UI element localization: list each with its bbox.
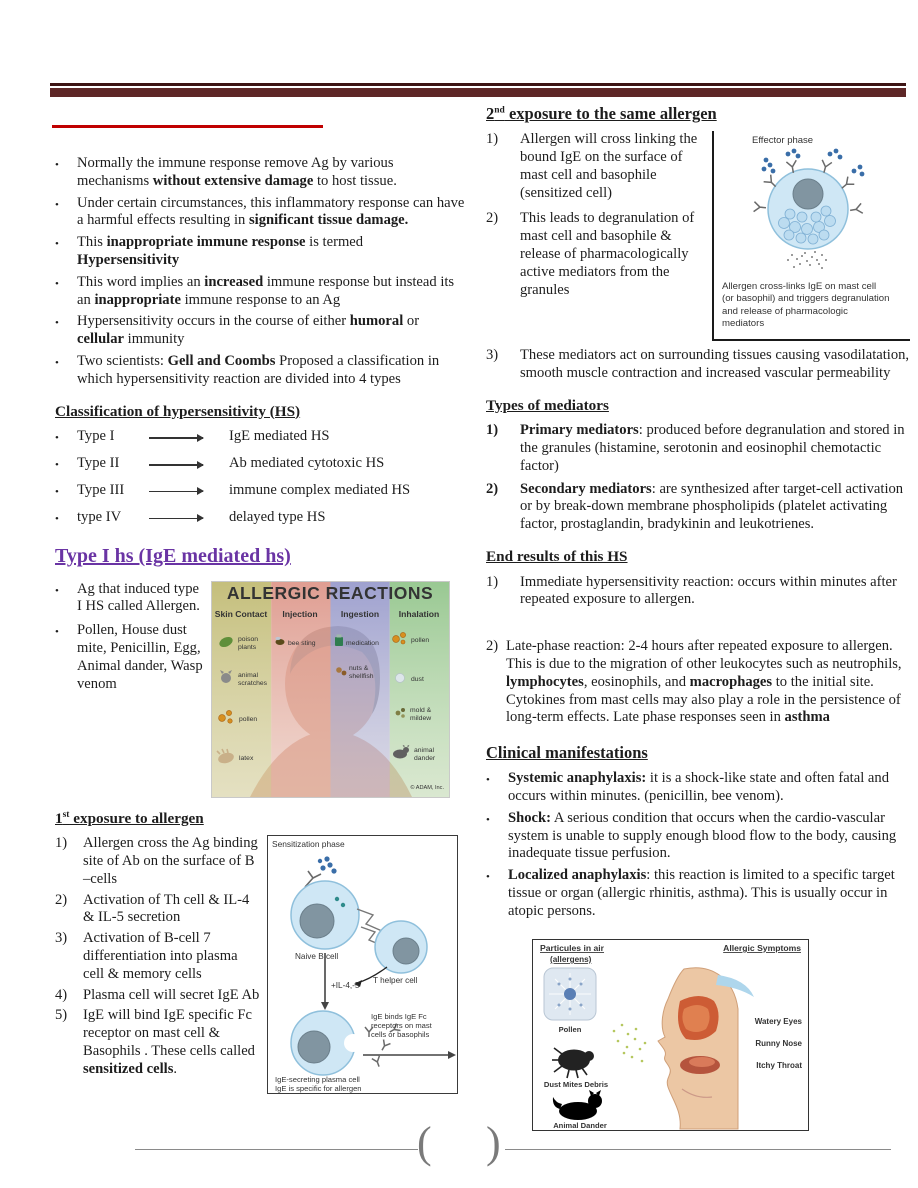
classification-list bbox=[55, 428, 465, 526]
footer-open-paren: ( bbox=[417, 1118, 432, 1167]
bullet-text: Hypersensitivity occurs in the course of either humoral or cellular immunity bbox=[77, 313, 420, 348]
item-number: 1) bbox=[486, 422, 499, 439]
second-exposure-row bbox=[486, 131, 910, 341]
title-underline-rule bbox=[52, 125, 323, 128]
first-exposure-heading: 1st exposure to allergen bbox=[55, 809, 204, 827]
item-text: Secondary mediators: are synthesized after target-cell activation or by break-down membrane phospholipids (platelet activating factor, prostaglandin, bradykinin and leukotrienes. bbox=[520, 480, 904, 533]
hs-desc: Ab mediated cytotoxic HS bbox=[229, 454, 385, 471]
hs-type: Type II bbox=[77, 454, 120, 471]
item-text: Immediate hypersensitivity reaction: occurs within minutes after repeated exposure to allergen. bbox=[520, 573, 897, 608]
item-number: 2) bbox=[486, 480, 499, 497]
bullet-text: Systemic anaphylaxis: it is a shock-like state and often fatal and occurs within minutes. (penicillin, bee venom). bbox=[508, 770, 889, 805]
item-text: Activation of B-cell 7 differentiation into plasma cell & memory cells bbox=[83, 930, 238, 982]
type1-row bbox=[55, 581, 465, 798]
column-header: Inhalation bbox=[398, 608, 440, 619]
list-item bbox=[55, 835, 261, 888]
list-item bbox=[486, 131, 708, 202]
hs-type: Type I bbox=[77, 428, 115, 445]
footer-close-paren: ) bbox=[486, 1118, 501, 1167]
list-item bbox=[486, 574, 910, 610]
item-label: medication bbox=[346, 639, 379, 647]
cell-label: T helper cell bbox=[373, 976, 418, 986]
left-column bbox=[55, 155, 465, 1094]
symptom-label: Runny Nose bbox=[755, 1038, 802, 1048]
list-item bbox=[486, 810, 910, 863]
symptom-label: Itchy Throat bbox=[756, 1060, 802, 1070]
annotation: cells or basophils bbox=[371, 1030, 430, 1040]
dust-icon bbox=[396, 673, 405, 682]
list-item bbox=[55, 581, 203, 617]
effector-phase-figure bbox=[712, 131, 910, 341]
item-label: plants bbox=[238, 643, 257, 651]
item-number: 3) bbox=[486, 347, 499, 364]
list-item bbox=[55, 428, 465, 446]
bullet-text: This word implies an increased immune response but instead its an inappropriate immune response to an Ag bbox=[77, 273, 455, 308]
bullet-icon bbox=[55, 455, 77, 473]
item-label: pollen bbox=[239, 715, 258, 723]
image-title: ALLERGIC REACTIONS bbox=[226, 582, 434, 603]
item-number: 2) bbox=[55, 891, 68, 908]
arrow-icon bbox=[149, 491, 203, 493]
item-number: 2) bbox=[486, 638, 499, 655]
naive-b-cell bbox=[291, 881, 359, 949]
list-item bbox=[486, 347, 910, 383]
item-text: Late-phase reaction: 2-4 hours after repeated exposure to allergen. This is due to the migration of other leukocytes such as neutrophils, lymphocytes, eosinophils, and macrophages to the initial site. Cytokines from mast cells may also play a role in the persistence of long-term effects. Late phase responses seen in asthma bbox=[506, 638, 902, 726]
list-item bbox=[55, 195, 465, 231]
hs-type: Type III bbox=[77, 481, 125, 498]
clinical-heading: Clinical manifestations bbox=[486, 743, 648, 763]
item-label: mildew bbox=[410, 714, 432, 722]
item-label: pollen bbox=[411, 636, 430, 644]
item-number: 4) bbox=[55, 986, 68, 1003]
figure-left-heading-2: (allergens) bbox=[550, 954, 592, 964]
bullet-icon bbox=[55, 234, 77, 270]
list-item bbox=[486, 422, 910, 475]
arrow-icon bbox=[149, 518, 203, 520]
bullet-icon bbox=[55, 428, 77, 446]
il-label: +IL-4,-5 bbox=[331, 981, 360, 991]
allergen-bullets bbox=[55, 581, 203, 698]
bullet-text: Normally the immune response remove Ag by various mechanisms without extensive damage to host tissue. bbox=[77, 155, 397, 189]
list-item bbox=[55, 1007, 261, 1078]
bullet-icon bbox=[55, 155, 77, 191]
phase-label: Effector phase bbox=[752, 135, 814, 147]
item-label: latex bbox=[239, 754, 254, 762]
bullet-icon bbox=[55, 274, 77, 310]
cell-label: IgE-secreting plasma cell bbox=[275, 1075, 360, 1085]
classification-heading: Classification of hypersensitivity (HS) bbox=[55, 402, 301, 420]
annotation: receptors on mast bbox=[371, 1021, 432, 1031]
cell-label: IgE is specific for allergen bbox=[275, 1084, 362, 1094]
list-item bbox=[55, 274, 465, 310]
column-header: Skin Contact bbox=[214, 608, 268, 619]
hs-type: type IV bbox=[77, 508, 122, 525]
type1-heading: Type I hs (IgE mediated hs) bbox=[55, 545, 291, 568]
bullet-icon bbox=[55, 353, 77, 389]
top-divider-thick-bar bbox=[50, 88, 906, 97]
mast-cell-diagram bbox=[722, 147, 894, 272]
list-item bbox=[486, 770, 910, 806]
top-divider-bar bbox=[50, 83, 906, 97]
item-number: 2) bbox=[486, 210, 499, 227]
item-label: dander bbox=[414, 754, 436, 762]
mediators-list bbox=[486, 422, 910, 534]
list-item bbox=[55, 234, 465, 270]
figure-right-heading: Allergic Symptoms bbox=[723, 942, 801, 953]
item-text: Allergen will cross linking the bound IgE on the surface of mast cell and basophile (sensitized cell) bbox=[520, 131, 698, 201]
figure-caption: Allergen cross-links IgE on mast cell (or basophil) and triggers degranulation and release of pharmacologic mediators bbox=[722, 280, 890, 330]
phase-label: Sensitization phase bbox=[272, 839, 345, 850]
bullet-text: Two scientists: Gell and Coombs Proposed a classification in which hypersensitivity reaction are divided into 4 types bbox=[77, 352, 440, 387]
bullet-text: Ag that induced type I HS called Allergen. bbox=[77, 580, 200, 615]
bullet-icon bbox=[55, 482, 77, 500]
item-label: nuts & bbox=[349, 664, 369, 672]
hs-desc: immune complex mediated HS bbox=[229, 481, 411, 498]
item-label: mold & bbox=[410, 706, 432, 714]
item-label: scratches bbox=[238, 679, 268, 687]
item-number: 5) bbox=[55, 1007, 68, 1024]
list-item bbox=[486, 481, 910, 534]
item-label: animal bbox=[414, 746, 435, 754]
footer-rule-right bbox=[505, 1149, 891, 1150]
item-number: 3) bbox=[55, 930, 68, 947]
intro-bullet-list bbox=[55, 155, 465, 389]
end-results-heading: End results of this HS bbox=[486, 548, 628, 566]
bullet-icon bbox=[55, 581, 77, 617]
annotation: IgE binds IgE Fc bbox=[371, 1012, 427, 1022]
source-label: Pollen bbox=[558, 1024, 582, 1034]
item-text: Activation of Th cell & IL-4 & IL-5 secretion bbox=[83, 891, 250, 926]
list-item bbox=[55, 987, 261, 1005]
hs-desc: IgE mediated HS bbox=[229, 428, 330, 445]
list-item bbox=[55, 509, 465, 527]
symptom-label: Watery Eyes bbox=[754, 1016, 802, 1026]
list-item bbox=[486, 210, 708, 299]
second-exposure-item3 bbox=[486, 347, 910, 383]
sensitization-phase-diagram bbox=[267, 835, 458, 1094]
second-exposure-list bbox=[486, 131, 708, 302]
source-label: Animal Dander bbox=[553, 1120, 607, 1130]
list-item bbox=[486, 638, 910, 727]
hs-desc: delayed type HS bbox=[229, 508, 326, 525]
bullet-icon bbox=[486, 770, 508, 806]
item-label: dust bbox=[411, 675, 424, 683]
source-label: Dust Mites Debris bbox=[543, 1079, 609, 1089]
allergic-reactions-image bbox=[211, 581, 450, 798]
mediators-heading: Types of mediators bbox=[486, 396, 609, 414]
column-header: Ingestion bbox=[340, 608, 380, 619]
list-item bbox=[486, 867, 910, 920]
first-exposure-row bbox=[55, 835, 465, 1094]
item-text: Plasma cell will secret IgE Ab bbox=[83, 986, 260, 1003]
clinical-list bbox=[486, 770, 910, 920]
list-item bbox=[55, 482, 465, 500]
list-item bbox=[55, 930, 261, 983]
bullet-text: This inappropriate immune response is termed Hypersensitivity bbox=[77, 234, 364, 268]
item-label: bee sting bbox=[288, 639, 316, 647]
figure-left-heading: Particules in air bbox=[540, 942, 605, 953]
arrow-icon bbox=[149, 437, 203, 439]
right-column bbox=[486, 104, 910, 1136]
column-header: Injection bbox=[282, 608, 318, 619]
bullet-text: Pollen, House dust mite, Penicillin, Egg, Animal dander, Wasp venom bbox=[77, 622, 203, 692]
list-item bbox=[55, 455, 465, 473]
bullet-text: Shock: A serious condition that occurs when the cardio-vascular system is unable to supply enough blood flow to the body, causing inadequate tissue perfusion. bbox=[508, 809, 897, 862]
list-item bbox=[55, 353, 465, 389]
degranulation-specks-icon bbox=[787, 251, 827, 269]
item-label: shellfish bbox=[349, 672, 374, 680]
item-text: These mediators act on surrounding tissues causing vasodilatation, smooth muscle contraction and increased vascular permeability bbox=[520, 347, 910, 381]
list-item bbox=[55, 622, 203, 693]
bullet-icon bbox=[55, 313, 77, 349]
cell-label: Naive B cell bbox=[295, 952, 339, 962]
bullet-text: Localized anaphylaxis: this reaction is limited to a specific target tissue or organ (allergic rhinitis, asthma). This is usually occur in atopic persons. bbox=[508, 867, 895, 919]
item-label: poison bbox=[238, 635, 259, 643]
image-credit: © ADAM, Inc. bbox=[410, 784, 444, 791]
bullet-icon bbox=[55, 509, 77, 527]
first-exposure-list bbox=[55, 835, 261, 1081]
item-number: 1) bbox=[55, 835, 68, 852]
item-text: Allergen cross the Ag binding site of Ab on the surface of B –cells bbox=[83, 835, 258, 887]
item-label: animal bbox=[238, 671, 259, 679]
allergens-symptoms-figure bbox=[532, 939, 809, 1131]
pollen-image bbox=[544, 968, 596, 1020]
t-helper-cell bbox=[375, 921, 427, 973]
footer-rule-left bbox=[135, 1149, 418, 1150]
bullet-icon bbox=[55, 622, 77, 693]
list-item bbox=[55, 155, 465, 191]
second-exposure-heading: 2nd exposure to the same allergen bbox=[486, 104, 717, 123]
bullet-text: Under certain circumstances, this inflammatory response can have a harmful effects resulting in significant tissue damage. bbox=[77, 194, 465, 229]
arrow-icon bbox=[149, 464, 203, 466]
item-text: This leads to degranulation of mast cell and basophile & release of pharmacologically active mediators from the granules bbox=[520, 210, 695, 298]
bullet-icon bbox=[55, 195, 77, 231]
item-text: Primary mediators: produced before degranulation and stored in the granules (histamine, serotonin and eosinophil chemotactic factor) bbox=[520, 422, 905, 474]
list-item bbox=[55, 313, 465, 349]
item-number: 1) bbox=[486, 573, 499, 590]
list-item bbox=[55, 892, 261, 928]
bullet-icon bbox=[486, 810, 508, 863]
mast-cell bbox=[768, 169, 848, 249]
bullet-icon bbox=[486, 867, 508, 920]
end-results-list bbox=[486, 574, 910, 728]
item-number: 1) bbox=[486, 131, 499, 148]
item-text: IgE will bind IgE specific Fc receptor on mast cell & Basophils . These cells called sensitized cells. bbox=[83, 1007, 255, 1077]
